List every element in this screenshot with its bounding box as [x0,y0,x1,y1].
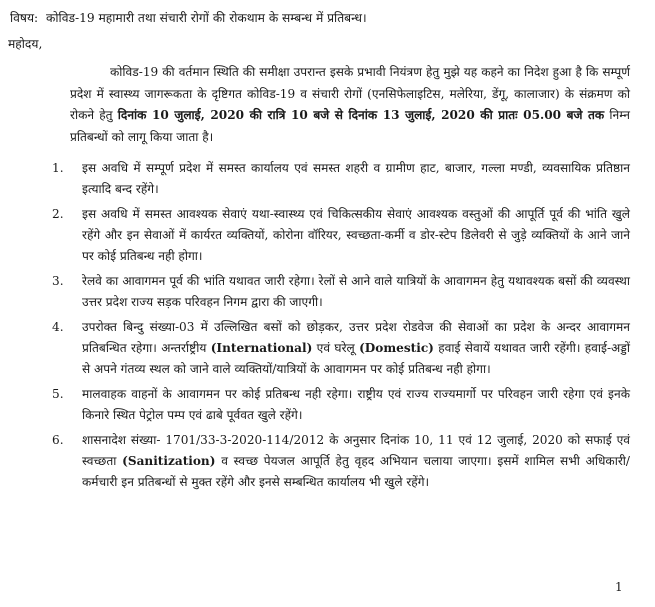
intro-text-part1: कोविड-19 की वर्तमान स्थिति की समीक्षा उपरान्त इसके प्रभावी नियंत्रण हेतु मुझे यह कहने का निदेश हुआ है कि सम्पूर्ण प्रदेश में स्वास्थ्य जागरूकता के दृष्टिगत कोविड-19 व संचारी रोगों (एनसिफेलाइटिस, मलेरिया, डेंगू, कालाजार) के संक्रमण को रोकने हेतु [70,65,630,122]
intro-paragraph [70,62,630,148]
item-number: 4. [52,320,64,334]
item-number: 6. [52,433,64,447]
list-item [52,384,630,426]
item-text: इस अवधि में समस्त आवश्यक सेवाएं यथा-स्वास्थ्य एवं चिकित्सकीय सेवाएं आवश्यक वस्तुओं की आपूर्ति पूर्व की भांति खुले रहेंगे और इन सेवाओं में कार्यरत व्यक्तियों, कोरोना वॉरियर, स्वच्छता-कर्मी व डोर-स्टेप डिलेवरी से जुड़े व्यक्तियों के आने जाने पर कोई प्रतिबन्ध नही होगा। [82,207,630,263]
item-number: 5. [52,387,64,401]
restriction-list [52,158,630,497]
item-text-part1: शासनादेश संख्या- 1701/33-3-2020-114/2012 के अनुसार दिनांक 10, 11 एवं 12 जुलाई, 2020 को सफाई एवं स्वच्छता [82,433,630,468]
item-number: 3. [52,274,64,288]
list-item [52,158,630,200]
item-bold-international: (International) [210,341,313,355]
list-item [52,204,630,267]
item-number: 2. [52,207,64,221]
item-text-part3: हवाई सेवायें यथावत जारी रहेंगी। हवाई-अड्डों से अपने गंतव्य स्थल को जाने वाले व्यक्तियों/यात्रियों के आवागमन पर कोई प्रतिबन्ध नही होगा। [82,341,630,376]
item-text-part2: व स्वच्छ पेयजल आपूर्ति हेतु वृहद अभियान चलाया जाएगा। इसमें शामिल सभी अधिकारी/कर्मचारी इन प्रतिबन्धों से मुक्त रहेंगे और इनसे सम्बन्धित कार्यालय भी खुले रहेंगे। [82,454,630,489]
item-text-part2: एवं घरेलू [312,341,360,355]
subject-label: विषय: [10,11,39,25]
item-bold-domestic: (Domestic) [359,341,434,355]
page-number: 1 [615,580,623,594]
list-item [52,317,630,380]
intro-bold-dates: दिनांक 10 जुलाई, 2020 की रात्रि 10 बजे से दिनांक 13 जुलाई, 2020 की प्रातः 05.00 बजे तक [117,108,605,122]
subject-text: कोविड-19 महामारी तथा संचारी रोगों की रोकथाम के सम्बन्ध में प्रतिबन्ध। [46,11,367,25]
item-text: मालवाहक वाहनों के आवागमन पर कोई प्रतिबन्ध नही रहेगा। राष्ट्रीय एवं राज्य राज्यमार्गो पर परिवहन जारी रहेगा एवं इनके किनारे स्थित पेट्रोल पम्प एवं ढाबे पूर्ववत खुले रहेंगे। [82,387,630,422]
item-text: इस अवधि में सम्पूर्ण प्रदेश में समस्त कार्यालय एवं समस्त शहरी व ग्रामीण हाट, बाजार, गल्ला मण्डी, व्यवसायिक प्रतिष्ठान इत्यादि बन्द रहेंगे। [82,161,630,196]
item-text-part1: उपरोक्त बिन्दु संख्या-03 में उल्लिखित बसों को छोड़कर, उत्तर प्रदेश रोडवेज की सेवाओं का प्रदेश के अन्दर आवागमन प्रतिबन्धित रहेगा। अन्तर्राष्ट्रीय [82,320,630,355]
intro-text-part2: निम्न प्रतिबन्धों को लागू किया जाता है। [70,108,630,144]
subject-line [10,10,367,26]
list-item [52,271,630,313]
list-item [52,430,630,493]
item-text: रेलवे का आवागमन पूर्व की भांति यथावत जारी रहेगा। रेलों से आने वाले यात्रियों के आवागमन हेतु यथावश्यक बसों की व्यवस्था उत्तर प्रदेश राज्य सड़क परिवहन निगम द्वारा की जाएगी। [82,274,630,309]
item-bold-sanitization: (Sanitization) [122,454,216,468]
salutation: महोदय, [8,37,43,51]
item-number: 1. [52,161,64,175]
